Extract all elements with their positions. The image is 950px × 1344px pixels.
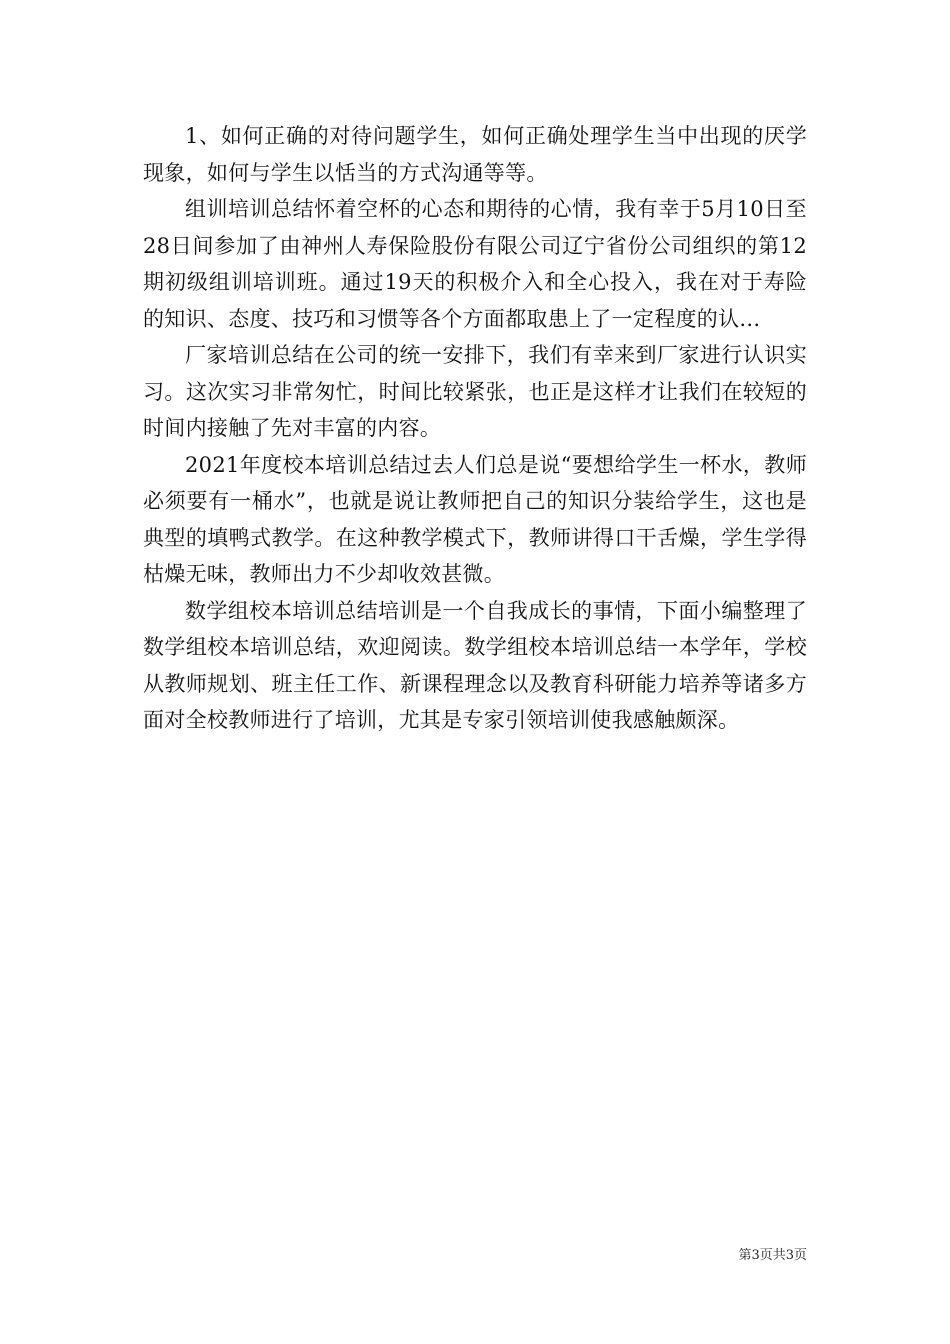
paragraph-5: 数学组校本培训总结培训是一个自我成长的事情，下面小编整理了数学组校本培训总结，欢迎阅读。数学组校本培训总结一本学年，学校从教师规划、班主任工作、新课程理念以及教育科研能力培养等诸多方面对全校教师进行了培训，尤其是专家引领培训使我感触颇深。 <box>143 598 807 732</box>
page-number-footer: 第3页共3页 <box>738 1248 807 1263</box>
paragraph-1: 1、如何正确的对待问题学生，如何正确处理学生当中出现的厌学现象，如何与学生以恬当的方式沟通等等。 <box>143 124 807 185</box>
paragraph-4: 2021年度校本培训总结过去人们总是说“要想给学生一杯水，教师必须要有一桶水”，也就是说让教师把自己的知识分装给学生，这也是典型的填鸭式教学。在这种教学模式下，教师讲得口干舌燥，学生学得枯燥无味，教师出力不少却收效甚微。 <box>143 452 807 586</box>
paragraph-3: 厂家培训总结在公司的统一安排下，我们有幸来到厂家进行认识实习。这次实习非常匆忙，时间比较紧张，也正是这样才让我们在较短的时间内接触了先对丰富的内容。 <box>143 343 807 440</box>
document-body <box>143 118 807 739</box>
paragraph-2: 组训培训总结怀着空杯的心态和期待的心情，我有幸于5月10日至28日间参加了由神州人寿保险股份有限公司辽宁省份公司组织的第12期初级组训培训班。通过19天的积极介入和全心投入，我在对于寿险的知识、态度、技巧和习惯等各个方面都取患上了一定程度的认... <box>143 197 807 331</box>
